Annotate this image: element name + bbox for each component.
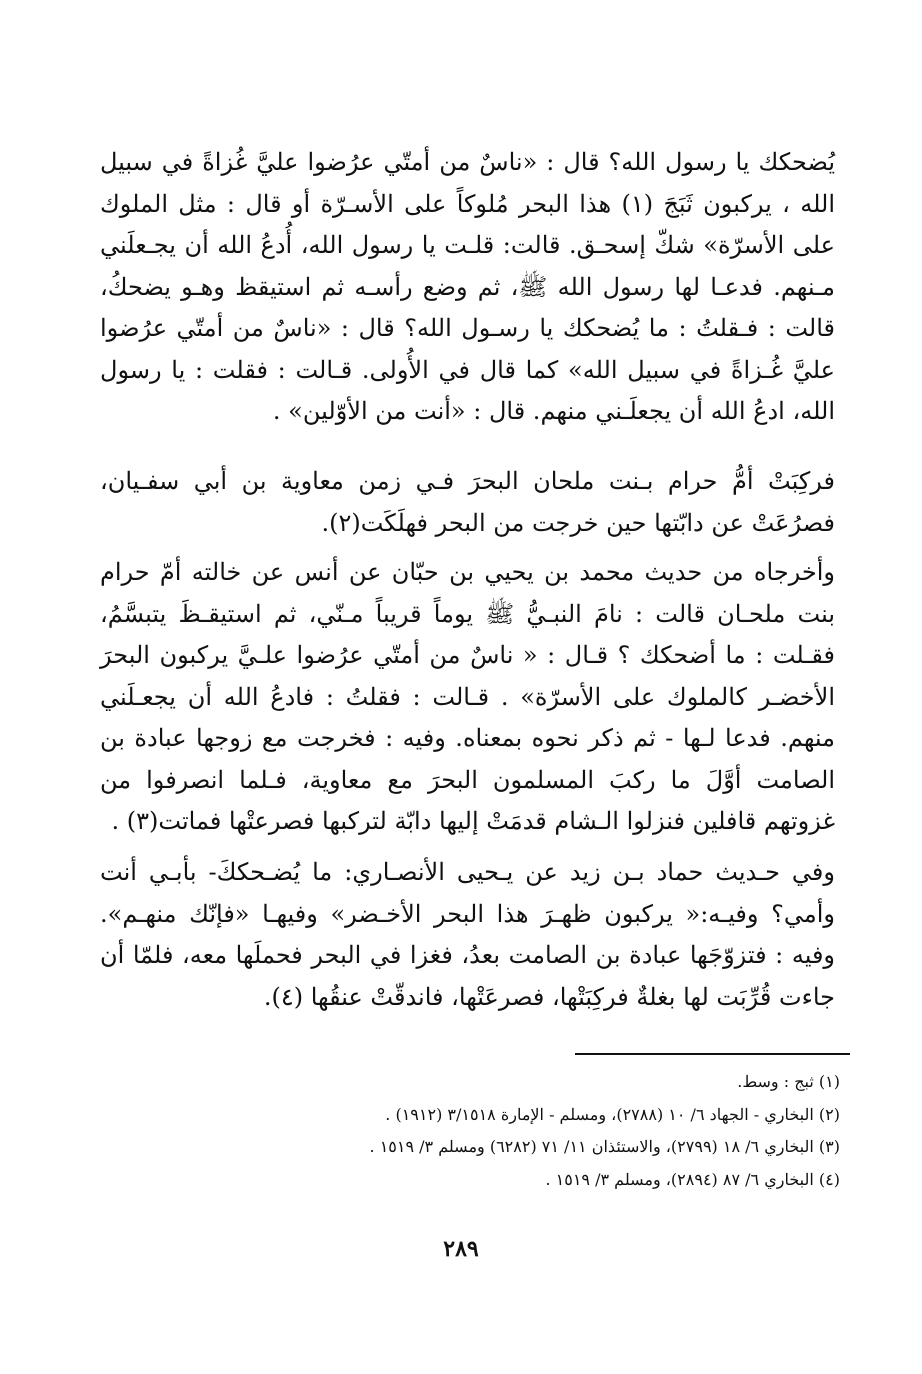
footnote-1: (١) ثبج : وسط. bbox=[737, 1072, 840, 1091]
paragraph-text: وفي حـديث حماد بـن زيد عن يـحيى الأنصـاري: ما يُضـحككَ- بأبـي أنت وأمي؟ وفيـه:« يركبون ظهـرَ هذا البحر الأخـضر» وفيهـا «فإنّك منهـم». وفيه : فتزوّجَها عبادة بن الصامت بعدُ، فغزا في البحر فحملَها معه، فلمّا أن جاءت قُرِّبَت لها بغلةٌ فركِبَتْها، فصرعَتْها، فاندقّتْ عنقُها (٤). bbox=[100, 858, 836, 1011]
paragraph-3 bbox=[100, 552, 835, 843]
footnote-4: (٤) البخاري ٦/ ٨٧ (٢٨٩٤)، ومسلم ٣/ ١٥١٩ . bbox=[545, 1169, 840, 1189]
footnote-2: (٢) البخاري - الجهاد ٦/ ١٠ (٢٧٨٨)، ومسلم - الإمارة ٣/١٥١٨ (١٩١٢) . bbox=[385, 1104, 840, 1124]
paragraph-1 bbox=[100, 142, 835, 433]
page-number: ٢٨٩ bbox=[443, 1236, 479, 1262]
paragraph-text: يُضحكك يا رسول الله؟ قال : «ناسٌ من أمتّي عرُضوا عليَّ غُزاةً في سبيل الله ، يركبون ثَبَجَ (١) هذا البحر مُلوكاً على الأسـرّة أو قال : مثل الملوك على الأسرّة» شكّ إسحـق. قالت: قلـت يا رسول الله، أُدعُ الله أن يجـعلَني مـنهم. فدعـا لها رسول الله ﷺ، ثم وضع رأسـه ثم استيقظ وهـو يضحكُ، قالت : فـقلتُ : ما يُضحكك يا رسـول الله؟ قال : «ناسٌ من أمتّي عرُضوا عليَّ غُـزاةً في سبيل الله» كما قال في الأُولى. قـالت : فقلت : يا رسول الله، ادعُ الله أن يجعلَـني منهم. قال : «أنت من الأوّلين» . bbox=[100, 148, 836, 425]
paragraph-text: فركِبَتْ أمُّ حرام بـنت ملحان البحرَ فـي زمن معاوية بن أبي سفـيان، فصرُعَتْ عن دابّتها حين خرجت من البحر فهلَكَت(٢). bbox=[100, 467, 835, 537]
paragraph-2 bbox=[100, 461, 835, 544]
footnote-3: (٣) البخاري ٦/ ١٨ (٢٧٩٩)، والاستئذان ١١/ ٧١ (٦٢٨٢) ومسلم ٣/ ١٥١٩ . bbox=[369, 1137, 840, 1156]
footnote-separator bbox=[575, 1053, 850, 1055]
footnotes bbox=[100, 1066, 840, 1196]
paragraph-4 bbox=[100, 852, 835, 1018]
paragraph-text: وأخرجاه من حديث محمد بن يحيي بن حبّان عن أنس عن خالته أمّ حرام بنت ملحـان قالت : نامَ النبـيُّ ﷺ يوماً قريباً مـنّي، ثم استيقـظَ يتبسَّمُ، فقـلت : ما أضحكك ؟ قـال : « ناسٌ من أمتّي عرُضوا علـيَّ يركبون البحرَ الأخضـر كالملوك على الأسرّة» . قـالت : فقلتُ : فادعُ الله أن يجعـلَني منهم. فدعا لـها - ثم ذكر نحوه بمعناه. وفيه : فخرجت مع زوجها عبادة بن الصامت أوَّلَ ما ركبَ المسلمون البحرَ مع معاوية، فـلما انصرفوا من غزوتهم قافلين فنزلوا الـشام قدمَتْ إليها دابّة لتركبها فصرعتْها فماتت(٣) . bbox=[100, 558, 835, 835]
